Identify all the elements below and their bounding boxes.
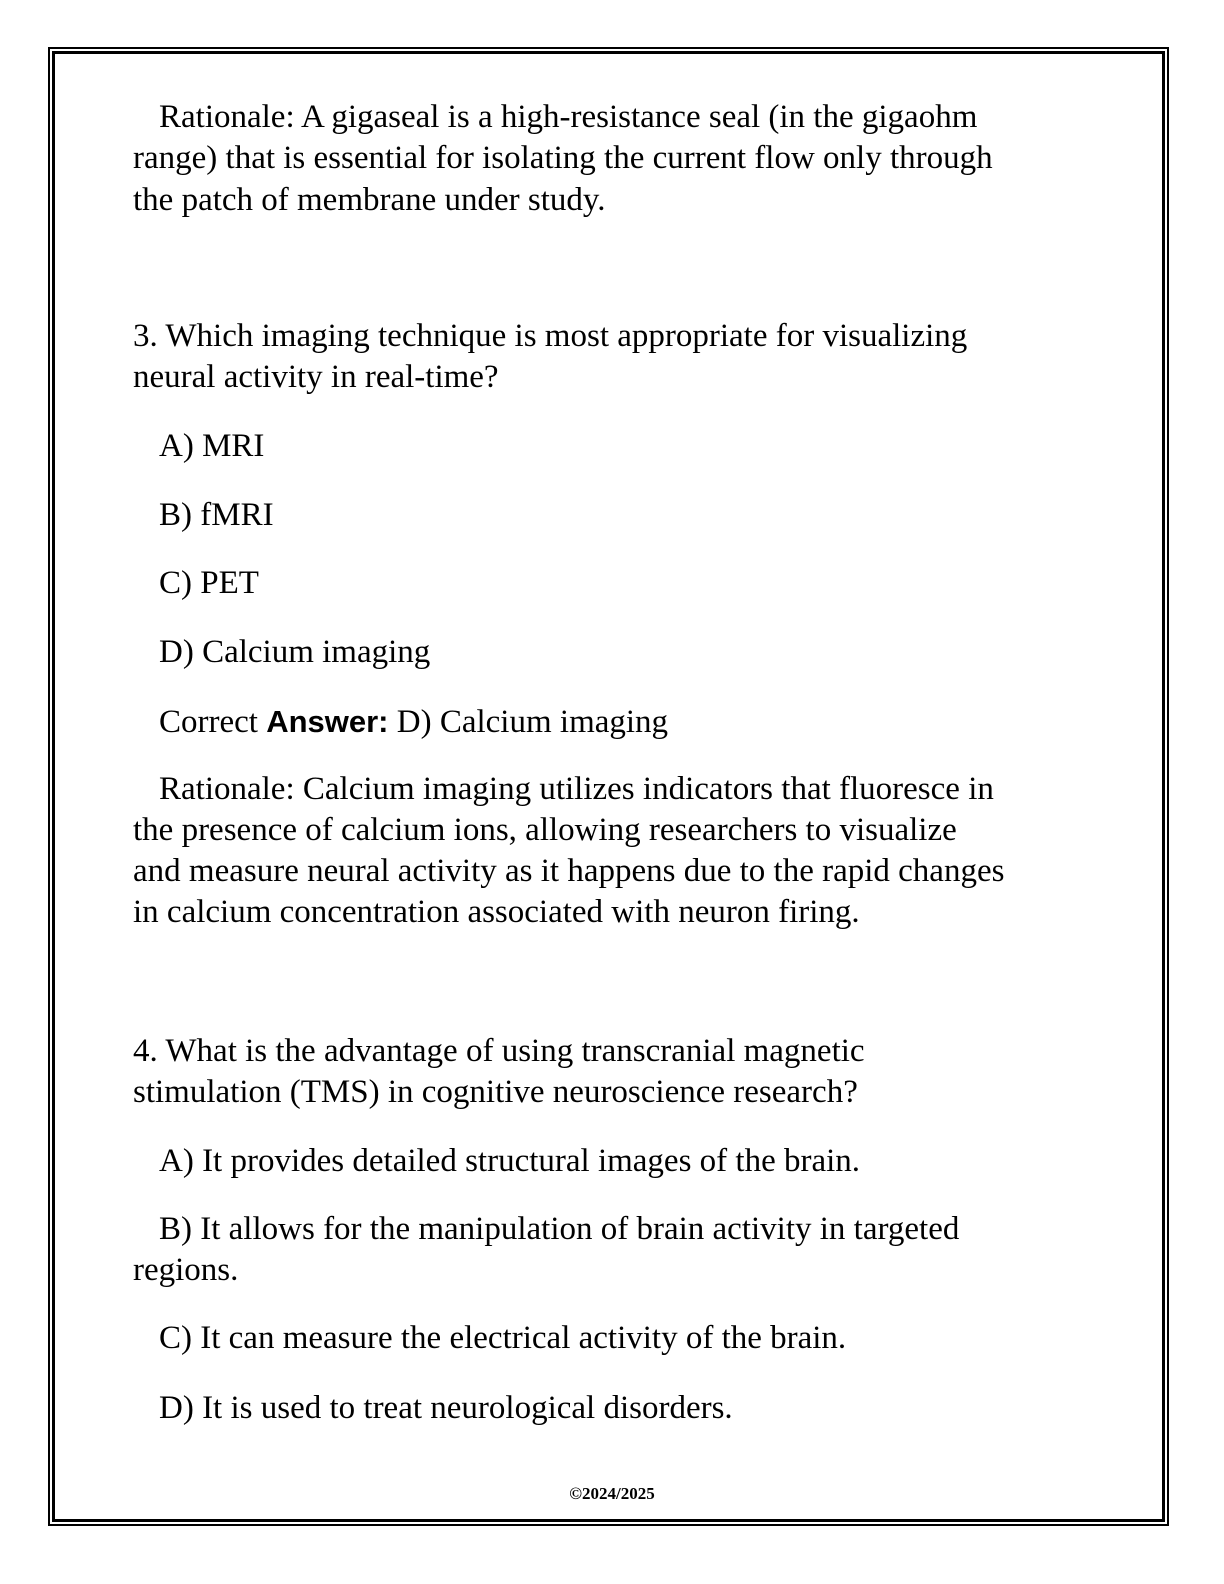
q3-correct-answer	[133, 701, 1093, 743]
q3-option-c: C) PET	[159, 565, 259, 601]
prev-rationale-line-2: range) that is essential for isolating the current flow only through	[133, 140, 993, 176]
q3-option-d: D) Calcium imaging	[159, 634, 431, 670]
prev-rationale-line-3: the patch of membrane under study.	[133, 182, 606, 218]
q3-rationale-line-1: Rationale: Calcium imaging utilizes indicators that fluoresce in	[159, 771, 994, 807]
q4-question-line-1: 4. What is the advantage of using transcranial magnetic	[133, 1033, 865, 1069]
q3-option-a: A) MRI	[159, 428, 265, 464]
correct-answer-value: D) Calcium imaging	[388, 704, 669, 740]
q4-option-b-line-1: B) It allows for the manipulation of brain activity in targeted	[159, 1211, 960, 1247]
answer-bold-label: Answer:	[266, 704, 389, 739]
q4-option-b-line-2: regions.	[133, 1252, 239, 1288]
q4-option-c: C) It can measure the electrical activity of the brain.	[159, 1320, 847, 1356]
q3-rationale-line-3: and measure neural activity as it happens due to the rapid changes	[133, 853, 1005, 889]
q3-rationale-line-4: in calcium concentration associated with neuron firing.	[133, 894, 860, 930]
q4-option-a: A) It provides detailed structural images of the brain.	[159, 1143, 861, 1179]
correct-label: Correct	[159, 704, 267, 740]
q3-question-line-2: neural activity in real-time?	[133, 359, 499, 395]
q4-option-d: D) It is used to treat neurological disorders.	[159, 1390, 733, 1426]
copyright-footer: ©2024/2025	[569, 1484, 655, 1503]
q3-rationale-line-2: the presence of calcium ions, allowing researchers to visualize	[133, 812, 957, 848]
q3-option-b: B) fMRI	[159, 497, 274, 533]
q3-question-line-1: 3. Which imaging technique is most appropriate for visualizing	[133, 318, 968, 354]
prev-rationale-line-1: Rationale: A gigaseal is a high-resistance seal (in the gigaohm	[159, 99, 978, 135]
q4-question-line-2: stimulation (TMS) in cognitive neuroscience research?	[133, 1074, 858, 1110]
